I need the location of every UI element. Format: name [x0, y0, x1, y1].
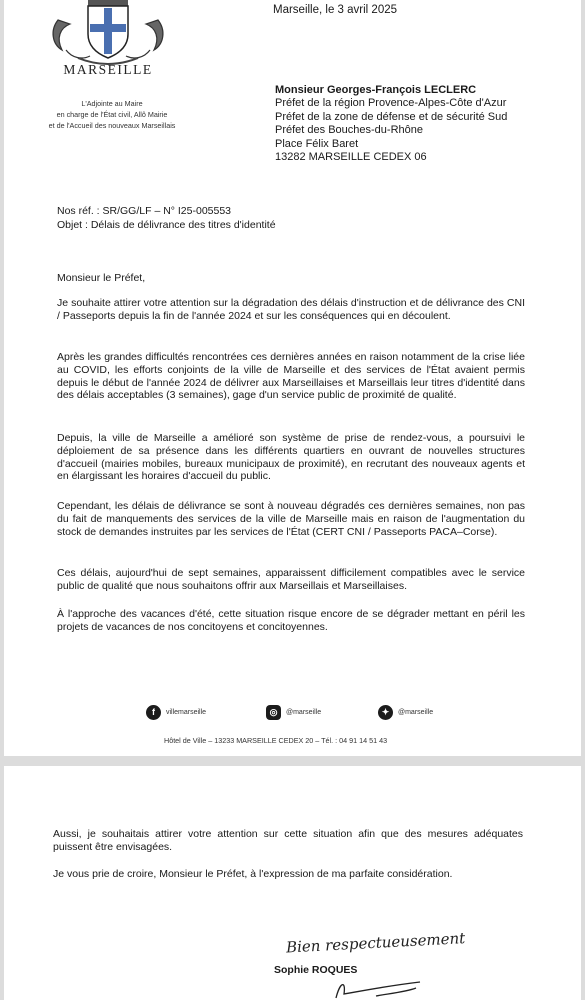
- letter-date: Marseille, le 3 avril 2025: [273, 4, 398, 16]
- reference-number: Nos réf. : SR/GG/LF – N° I25-005553: [57, 205, 232, 217]
- office-line: en charge de l'État civil, Allô Mairie: [56, 110, 168, 119]
- letter-page-1: [4, 0, 581, 756]
- subject-line: Objet : Délais de délivrance des titres d'identité: [57, 218, 276, 231]
- recipient-line: Préfet des Bouches-du-Rhône: [275, 124, 423, 137]
- paragraph-2: Après les grandes difficultés rencontrées ces dernières années en raison notamment de la crise liée au COVID, les efforts conjoints de la ville de Marseille et des services de l'État avaient permis depuis le début de l'année 2024 de délivrer aux Marseillaises et Marseillais leur titres d'identité dans des délais acceptables (3 semaines), gage d'un service public de proximité de qualité.: [57, 351, 525, 402]
- recipient-line: Préfet de la zone de défense et de sécurité Sud: [275, 110, 508, 123]
- instagram-handle: @marseille: [286, 708, 322, 716]
- recipient-line: Préfet de la région Provence-Alpes-Côte d'Azur: [275, 97, 507, 110]
- office-line: et de l'Accueil des nouveaux Marseillais: [48, 121, 176, 130]
- facebook-icon: f: [146, 705, 161, 720]
- facebook-handle: villemarseille: [166, 708, 207, 716]
- closing-paragraph-1: Aussi, je souhaitais attirer votre attention sur cette situation afin que des mesures adéquates puissent être envisagées.: [53, 828, 523, 853]
- twitter-icon: ✦: [378, 705, 393, 720]
- recipient-line: Place Félix Baret: [275, 137, 359, 150]
- office-line: L'Adjointe au Maire: [81, 99, 143, 108]
- facebook-link[interactable]: [146, 704, 206, 720]
- paragraph-6: À l'approche des vacances d'été, cette situation risque encore de se dégrader mettant en péril les projets de vacances de nos concitoyens et concitoyennes.: [57, 608, 525, 633]
- paragraph-1: Je souhaite attirer votre attention sur la dégradation des délais d'instruction et de délivrance des CNI / Passeports depuis la fin de l'année 2024 et sur les conséquences qui en découlent.: [57, 297, 525, 322]
- instagram-icon: ◎: [266, 705, 281, 720]
- sender-office: [24, 98, 200, 131]
- town-hall-address: Hôtel de Ville – 13233 MARSEILLE CEDEX 20 – Tél. : 04 91 14 51 43: [164, 736, 388, 745]
- recipient-line: 13282 MARSEILLE CEDEX 06: [275, 151, 427, 164]
- twitter-handle: @marseille: [398, 708, 434, 716]
- svg-text:Bien respectueusement: Bien respectueusement: [285, 929, 466, 957]
- closing-paragraph-2: Je vous prie de croire, Monsieur le Préfet, à l'expression de ma parfaite considération.: [53, 868, 453, 880]
- recipient-name: Monsieur Georges-François LECLERC: [275, 84, 477, 96]
- recipient-block: [275, 84, 507, 164]
- city-wordmark: MARSEILLE: [63, 62, 153, 77]
- instagram-link[interactable]: [266, 704, 321, 720]
- references-block: [57, 205, 276, 232]
- paragraph-4: Cependant, les délais de délivrance se sont à nouveau dégradés ces dernières semaines, non pas du fait de manquements des services de la ville de Marseille mais en raison de l'augmentation du stock de demandes instruites par les services de l'État (CERT CNI / Passeports PACA–Corse).: [57, 500, 525, 538]
- paragraph-5: Ces délais, aujourd'hui de sept semaines, apparaissent difficilement compatibles avec le service public de qualité que nous souhaitons offrir aux Marseillais et Marseillaises.: [57, 567, 525, 592]
- signer-name: Sophie ROQUES: [274, 964, 358, 976]
- paragraph-3: Depuis, la ville de Marseille a amélioré son système de prise de rendez-vous, a poursuivi le déploiement de sa présence dans les différents quartiers en ouvrant de nouvelles structures d'accueil (mairies mobiles, bureaux municipaux de proximité), en recrutant des nouveaux agents et en élargissant les horaires d'accueil du public.: [57, 432, 525, 483]
- salutation: Monsieur le Préfet,: [57, 272, 146, 284]
- handwritten-signature-text: [282, 924, 472, 960]
- twitter-link[interactable]: [378, 704, 433, 720]
- signature-scribble: [316, 976, 436, 1000]
